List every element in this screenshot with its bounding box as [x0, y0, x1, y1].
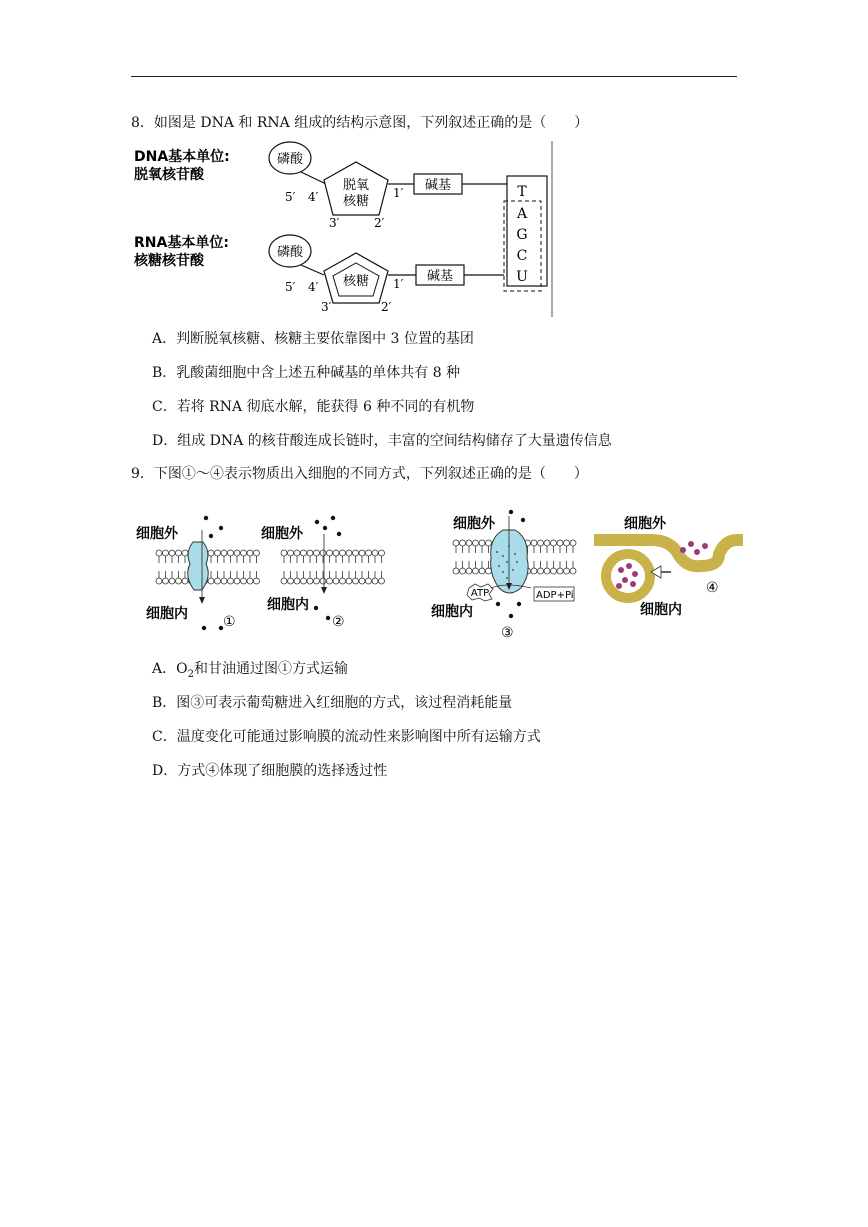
solute-dot — [337, 532, 341, 536]
panel2-arrowhead — [321, 587, 327, 594]
panel1-outside-label: 细胞外 — [136, 526, 178, 542]
panel4-number: ④ — [706, 580, 719, 596]
cargo-particle — [618, 567, 624, 573]
cargo-particle — [622, 577, 628, 583]
solute-dot — [314, 606, 318, 610]
question-8-stem: 8．如图是 DNA 和 RNA 组成的结构示意图，下列叙述正确的是（ ） — [131, 115, 589, 131]
adp-label: ADP+Pi — [536, 590, 574, 601]
panel1-inside-label: 细胞内 — [146, 606, 188, 622]
cargo-particle — [616, 583, 622, 589]
solute-dot — [219, 526, 223, 530]
dna-pos-3: 3′ — [329, 216, 340, 230]
dna-phosphate-bond — [301, 172, 326, 184]
solute-dot — [331, 516, 335, 520]
solute-dot — [326, 616, 330, 620]
base-C: C — [516, 248, 528, 264]
panel3-number: ③ — [501, 625, 514, 641]
panel4-inside-label: 细胞内 — [640, 602, 682, 618]
carrier-speckle — [508, 545, 510, 547]
panel2-outside-label: 细胞外 — [261, 526, 303, 542]
carrier-speckle — [514, 553, 516, 555]
cargo-particle — [680, 547, 686, 553]
rna-unit-title: RNA基本单位: — [134, 235, 229, 251]
dna-pos-5: 5′ — [285, 190, 296, 204]
rna-pos-4: 4′ — [308, 280, 319, 294]
atp-label: ATP — [470, 588, 490, 599]
solute-dot — [202, 626, 206, 630]
solute-dot — [209, 534, 213, 538]
solute-dot — [517, 602, 521, 606]
q9-option-a: A．$O_2$和甘油通过图①方式运输 — [152, 661, 348, 680]
dna-pos-1: 1′ — [393, 186, 404, 200]
carrier-speckle — [506, 561, 508, 563]
solute-dot — [219, 626, 223, 630]
solute-dot — [204, 516, 208, 520]
cargo-particle — [626, 563, 632, 569]
endocytic-vesicle — [606, 554, 650, 598]
carrier-speckle — [502, 571, 504, 573]
cargo-particle — [632, 571, 638, 577]
dna-unit-name: 脱氧核苷酸 — [134, 167, 204, 183]
solute-dot — [509, 614, 513, 618]
base-T: T — [517, 184, 527, 200]
carrier-speckle — [516, 561, 518, 563]
dna-pos-2: 2′ — [374, 216, 385, 230]
panel1-number: ① — [223, 614, 236, 630]
carrier-speckle — [512, 569, 514, 571]
solute-dot — [521, 518, 525, 522]
carrier-speckle — [506, 577, 508, 579]
solute-dot — [496, 602, 500, 606]
rna-pos-3: 3′ — [321, 300, 332, 314]
rna-pos-2: 2′ — [381, 300, 392, 314]
membrane-transport-figure — [131, 500, 743, 645]
rna-unit-name: 核糖核苷酸 — [134, 253, 204, 269]
panel2-bilayer — [281, 550, 385, 584]
panel3-inside-label: 细胞内 — [431, 604, 473, 620]
carrier-speckle — [496, 551, 498, 553]
cargo-particle — [702, 543, 708, 549]
dna-unit-title: DNA基本单位: — [134, 149, 230, 165]
q9-option-c: C．温度变化可能通过影响膜的流动性来影响图中所有运输方式 — [152, 729, 541, 745]
dna-pos-4: 4′ — [308, 190, 319, 204]
carrier-speckle — [498, 565, 500, 567]
solute-dot — [509, 510, 513, 514]
q8-option-d: D．组成 DNA 的核苷酸连成长链时，丰富的空间结构储存了大量遗传信息 — [152, 433, 612, 449]
base-A: A — [516, 206, 528, 222]
panel3-outside-label: 细胞外 — [453, 516, 495, 532]
q8-option-b: B．乳酸菌细胞中含上述五种碱基的单体共有 8 种 — [152, 365, 461, 381]
q8-option-c: C．若将 RNA 彻底水解，能获得 6 种不同的有机物 — [152, 399, 475, 415]
panel1-arrowhead — [199, 597, 205, 604]
carrier-speckle — [502, 555, 504, 557]
panel4-outside-label: 细胞外 — [624, 516, 666, 532]
deoxyribose-label-2: 核糖 — [342, 194, 370, 209]
q9-option-d: D．方式④体现了细胞膜的选择透过性 — [152, 763, 388, 779]
rna-phosphate-label: 磷酸 — [276, 245, 304, 260]
base-G: G — [516, 227, 528, 243]
q9-option-b: B．图③可表示葡萄糖进入红细胞的方式，该过程消耗能量 — [152, 695, 513, 711]
base-U: U — [516, 269, 528, 285]
cargo-particle — [688, 541, 694, 547]
rna-pos-5: 5′ — [285, 280, 296, 294]
question-9-stem: 9．下图①～④表示物质出入细胞的不同方式，下列叙述正确的是（ ） — [131, 466, 588, 482]
cargo-particle — [630, 581, 636, 587]
channel-protein-1 — [188, 542, 209, 590]
cargo-particle — [694, 549, 700, 555]
rna-phosphate-bond — [301, 265, 324, 275]
dna-base-label: 碱基 — [424, 178, 452, 193]
ribose-label: 核糖 — [342, 274, 370, 289]
deoxyribose-label-1: 脱氧 — [342, 178, 370, 193]
solute-dot — [315, 520, 319, 524]
panel2-inside-label: 细胞内 — [267, 597, 309, 613]
dna-rna-structure-figure — [131, 139, 556, 319]
rna-pos-1: 1′ — [393, 277, 404, 291]
dna-phosphate-label: 磷酸 — [276, 152, 304, 167]
solute-dot — [323, 526, 327, 530]
panel2-number: ② — [332, 614, 345, 630]
rna-base-label: 碱基 — [426, 269, 454, 284]
q8-option-a: A．判断脱氧核糖、核糖主要依靠图中 3 位置的基团 — [152, 331, 474, 347]
header-rule — [131, 76, 737, 77]
